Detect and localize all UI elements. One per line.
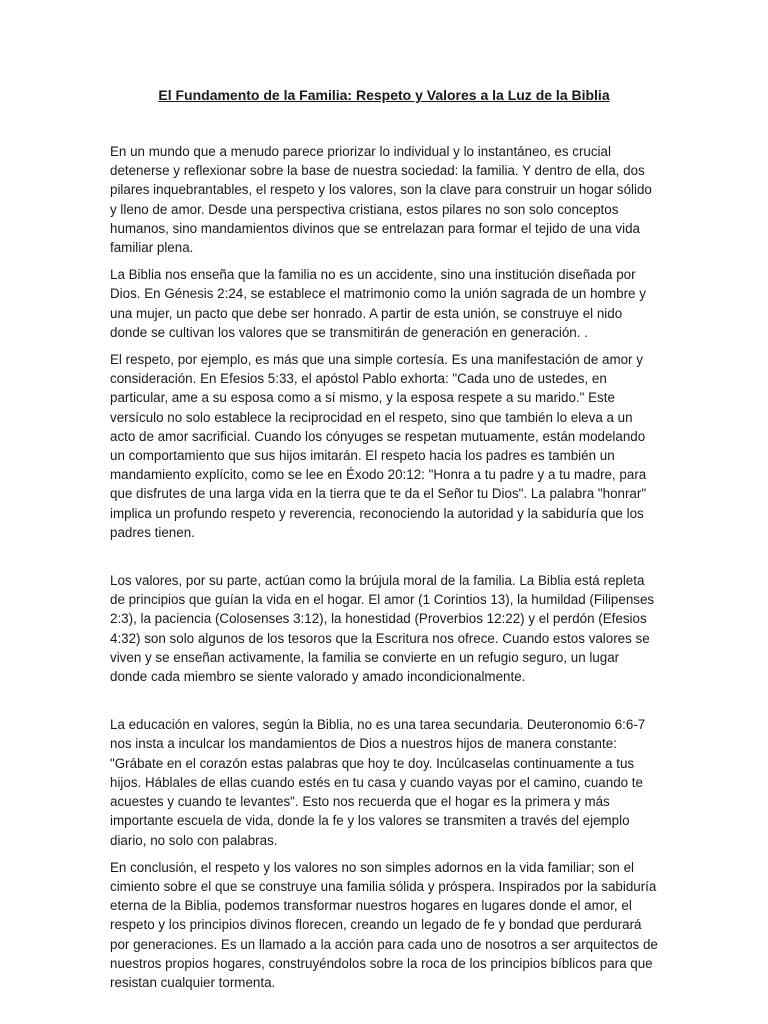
paragraph-biblia-familia: La Biblia nos enseña que la familia no es un accidente, sino una institución diseñada por Dios. En Génesis 2:24, se establece el matrimonio como la unión sagrada de un hombre y una mujer, un pacto que debe ser honrado. A partir de esta unión, se construye el nido donde se cultivan los valores que se transmitirán de generación en generación. . — [110, 267, 646, 340]
document-body — [110, 142, 660, 992]
document-title: El Fundamento de la Familia: Respeto y Valores a la Luz de la Biblia — [158, 87, 610, 103]
paragraph-intro: En un mundo que a menudo parece priorizar lo individual y lo instantáneo, es crucial detenerse y reflexionar sobre la base de nuestra sociedad: la familia. Y dentro de ella, dos pilares inquebrantables, el respeto y los valores, son la clave para construir un hogar sólido y lleno de amor. Desde una perspectiva cristiana, estos pilares no son solo conceptos humanos, sino mandamientos divinos que se entrelazan para formar el tejido de una vida familiar plena. — [110, 144, 652, 256]
paragraph-educacion: La educación en valores, según la Biblia, no es una tarea secundaria. Deuteronomio 6:6-7 nos insta a inculcar los mandamientos de Dios a nuestros hijos de manera constante: "Grábate en el corazón estas palabras que hoy te doy. Incúlcaselas continuamente a tus hijos. Háblales de ellas cuando estés en tu casa y cuando vayas por el camino, cuando te acuestes y cuando te levantes". Esto nos recuerda que el hogar es la primera y más importante escuela de vida, donde la fe y los valores se transmiten a través del ejemplo diario, no solo con palabras. — [110, 717, 646, 848]
paragraph-conclusion: En conclusión, el respeto y los valores no son simples adornos en la vida familiar; son el cimiento sobre el que se construye una familia sólida y próspera. Inspirados por la sabiduría eterna de la Biblia, podemos transformar nuestros hogares en lugares donde el amor, el respeto y los principios divinos florecen, creando un legado de fe y bondad que perdurará por generaciones. Es un llamado a la acción para cada uno de nosotros a ser arquitectos de nuestros propios hogares, construyéndolos sobre la roca de los principios bíblicos para que resistan cualquier tormenta. — [110, 859, 658, 990]
paragraph-respeto: El respeto, por ejemplo, es más que una simple cortesía. Es una manifestación de amor y consideración. En Efesios 5:33, el apóstol Pablo exhorta: "Cada uno de ustedes, en particular, ame a su esposa como a sí mismo, y la esposa respete a su marido." Este versículo no solo establece la reciprocidad en el respeto, sino que también lo eleva a un acto de amor sacrificial. Cuando los cónyuges se respetan mutuamente, están modelando un comportamiento que sus hijos imitarán. El respeto hacia los padres es también un mandamiento explícito, como se lee en Éxodo 20:12: "Honra a tu padre y a tu madre, para que disfrutes de una larga vida en la tierra que te da el Señor tu Dios". La palabra "honrar" implica un profundo respeto y reverencia, reconociendo la autoridad y la sabiduría que los padres tienen. — [110, 352, 647, 540]
paragraph-valores: Los valores, por su parte, actúan como la brújula moral de la familia. La Biblia está repleta de principios que guían la vida en el hogar. El amor (1 Corintios 13), la humildad (Filipenses 2:3), la paciencia (Colosenses 3:12), la honestidad (Proverbios 12:22) y el perdón (Efesios 4:32) son solo algunos de los tesoros que la Escritura nos ofrece. Cuando estos valores se viven y se enseñan activamente, la familia se convierte en un refugio seguro, un lugar donde cada miembro se siente valorado y amado incondicionalmente. — [110, 573, 655, 685]
